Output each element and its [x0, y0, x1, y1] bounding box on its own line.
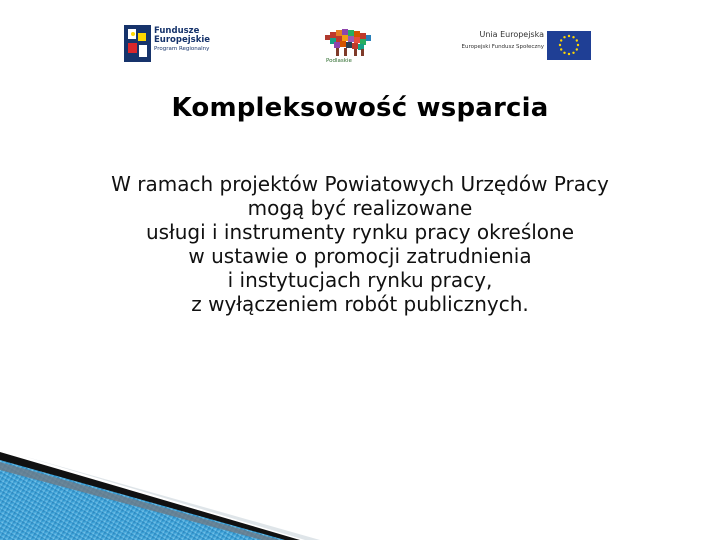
slide-body: [40, 172, 680, 316]
ue-line2: Europejski Fundusz Społeczny: [461, 43, 544, 50]
decor-blue-wedge: [0, 455, 290, 540]
unia-europejska-text: [452, 31, 544, 50]
decor-grey-stripe: [0, 462, 280, 540]
fe-line1: Fundusze: [154, 26, 200, 36]
fundusze-europejskie-text: [154, 27, 210, 53]
fundusze-europejskie-logo: [124, 25, 234, 65]
body-line: i instytucjach rynku pracy,: [227, 268, 493, 292]
ue-line1: Unia Europejska: [479, 30, 544, 39]
podlaskie-label: Podlaskie: [326, 58, 352, 64]
fundusze-europejskie-emblem-icon: [124, 25, 151, 62]
decor-black-stripe: [0, 452, 300, 540]
bison-icon: [324, 26, 376, 58]
fe-line2: Europejskie: [154, 34, 211, 45]
body-line: W ramach projektów Powiatowych Urzędów Pracy: [111, 172, 609, 196]
eu-flag-icon: [547, 31, 591, 60]
slide-title: Kompleksowość wsparcia: [171, 93, 549, 123]
fe-line3: Program Regionalny: [154, 46, 210, 52]
body-line: mogą być realizowane: [247, 196, 473, 220]
body-line: w ustawie o promocji zatrudnienia: [188, 244, 532, 268]
logo-bar: [0, 0, 720, 90]
podlaskie-logo: [324, 26, 376, 68]
body-line: z wyłączeniem robót publicznych.: [191, 292, 529, 316]
body-line: usługi i instrumenty rynku pracy określone: [145, 220, 575, 244]
decor-light-stripe: [20, 455, 320, 540]
unia-europejska-logo: [452, 31, 597, 61]
